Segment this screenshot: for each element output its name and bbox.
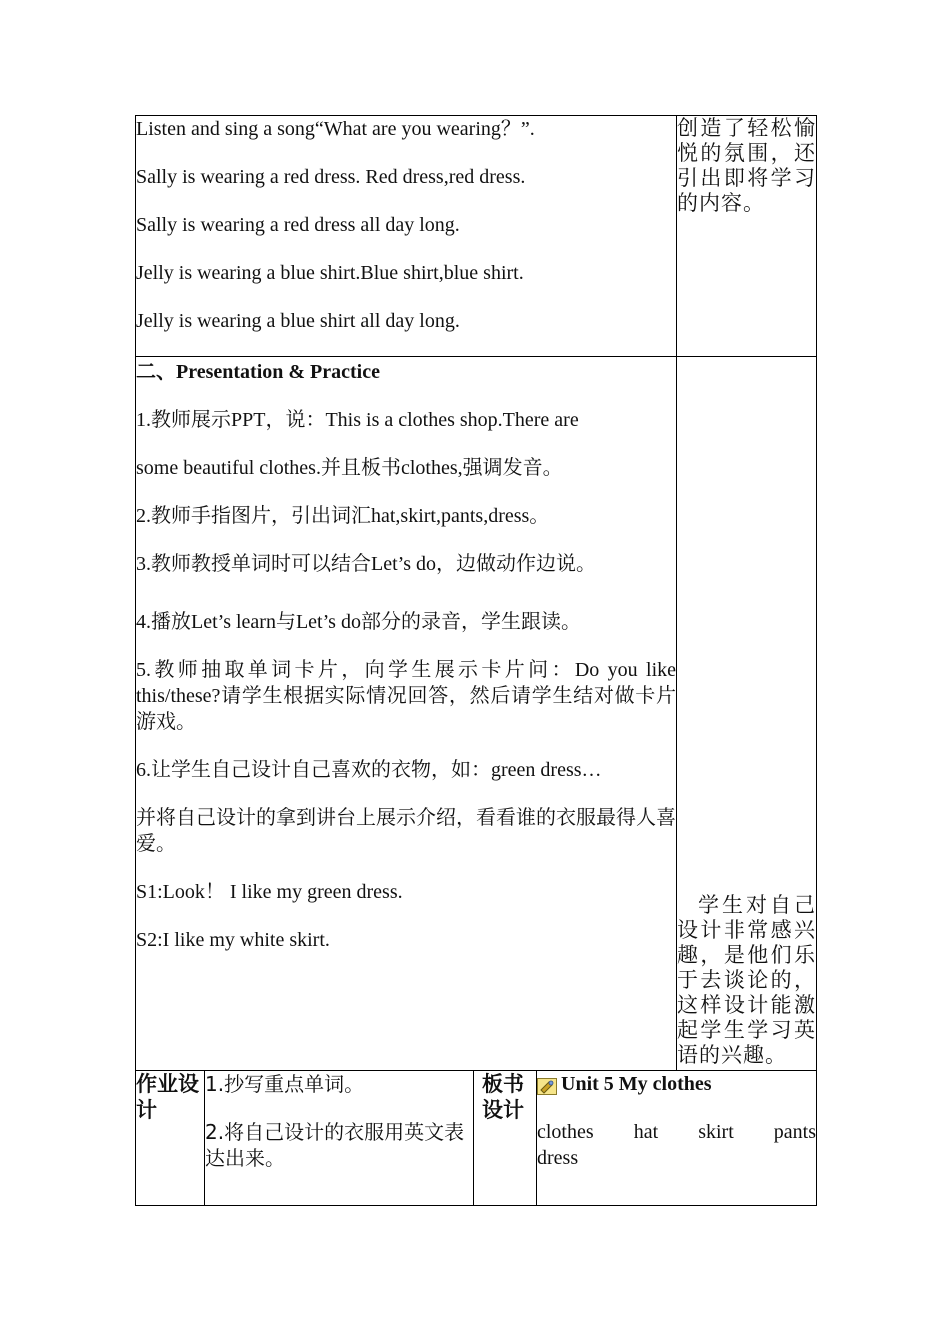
- step-item: 1.教师展示PPT，说：This is a clothes shop.There are: [136, 409, 579, 431]
- presentation-row: [136, 357, 817, 1071]
- homework-label: 作业设计: [136, 1071, 205, 1206]
- vocab-words: [537, 1119, 816, 1145]
- homework-content: [205, 1071, 474, 1206]
- vocab-word: dress: [537, 1147, 579, 1169]
- presentation-design-note: 学生对自己设计非常感兴趣，是他们乐于去谈论的，这样设计能激起学生学习英语的兴趣。: [677, 357, 817, 1071]
- step-item: 3.教师教授单词时可以结合Let’s do，边做动作边说。: [136, 553, 596, 575]
- song-line: Sally is wearing a red dress. Red dress,red dress.: [136, 166, 526, 188]
- step-item: 并将自己设计的拿到讲台上展示介绍，看看谁的衣服最得人喜爱。: [136, 807, 676, 855]
- step-item: 2.教师手指图片，引出词汇hat,skirt,pants,dress。: [136, 505, 550, 527]
- vocab-word: pants: [773, 1121, 817, 1143]
- dialogue-line: S1:Look！ I like my green dress.: [136, 881, 403, 903]
- step-item: 4.播放Let’s learn与Let’s do部分的录音，学生跟读。: [136, 611, 581, 633]
- vocab-word: hat: [633, 1121, 659, 1143]
- warmup-design-note: 创造了轻松愉悦的氛围，还引出即将学习的内容。: [677, 116, 817, 357]
- board-title-text: Unit 5 My clothes: [561, 1073, 712, 1095]
- homework-item: 1.抄写重点单词。: [205, 1072, 365, 1096]
- vocab-word: skirt: [698, 1121, 734, 1143]
- song-line: Sally is wearing a red dress all day long.: [136, 214, 460, 236]
- pin-icon: [537, 1076, 557, 1093]
- vocab-word: clothes: [537, 1121, 594, 1143]
- board-label: 板书设计: [474, 1071, 537, 1206]
- song-line: Jelly is wearing a blue shirt all day long.: [136, 310, 460, 332]
- song-line: Listen and sing a song“What are you wearing？”.: [136, 118, 535, 140]
- warmup-row: [136, 116, 817, 357]
- step-item: 5.教师抽取单词卡片，向学生展示卡片问：Do you like this/these?请学生根据实际情况回答，然后请学生结对做卡片游戏。: [136, 659, 677, 733]
- homework-board-row: [136, 1071, 817, 1206]
- warmup-content: [136, 116, 677, 357]
- step-item: 6.让学生自己设计自己喜欢的衣物，如：green dress…: [136, 759, 602, 781]
- dialogue-line: S2:I like my white skirt.: [136, 929, 330, 951]
- presentation-content: [136, 357, 677, 1071]
- section-title: 二、Presentation & Practice: [136, 361, 380, 383]
- board-content: [537, 1071, 817, 1206]
- homework-item: 2.将自己设计的衣服用英文表达出来。: [205, 1120, 465, 1170]
- lesson-plan-table: [135, 115, 817, 1206]
- board-title: [537, 1071, 816, 1097]
- song-line: Jelly is wearing a blue shirt.Blue shirt,blue shirt.: [136, 262, 524, 284]
- step-item: some beautiful clothes.并且板书clothes,强调发音。: [136, 457, 563, 479]
